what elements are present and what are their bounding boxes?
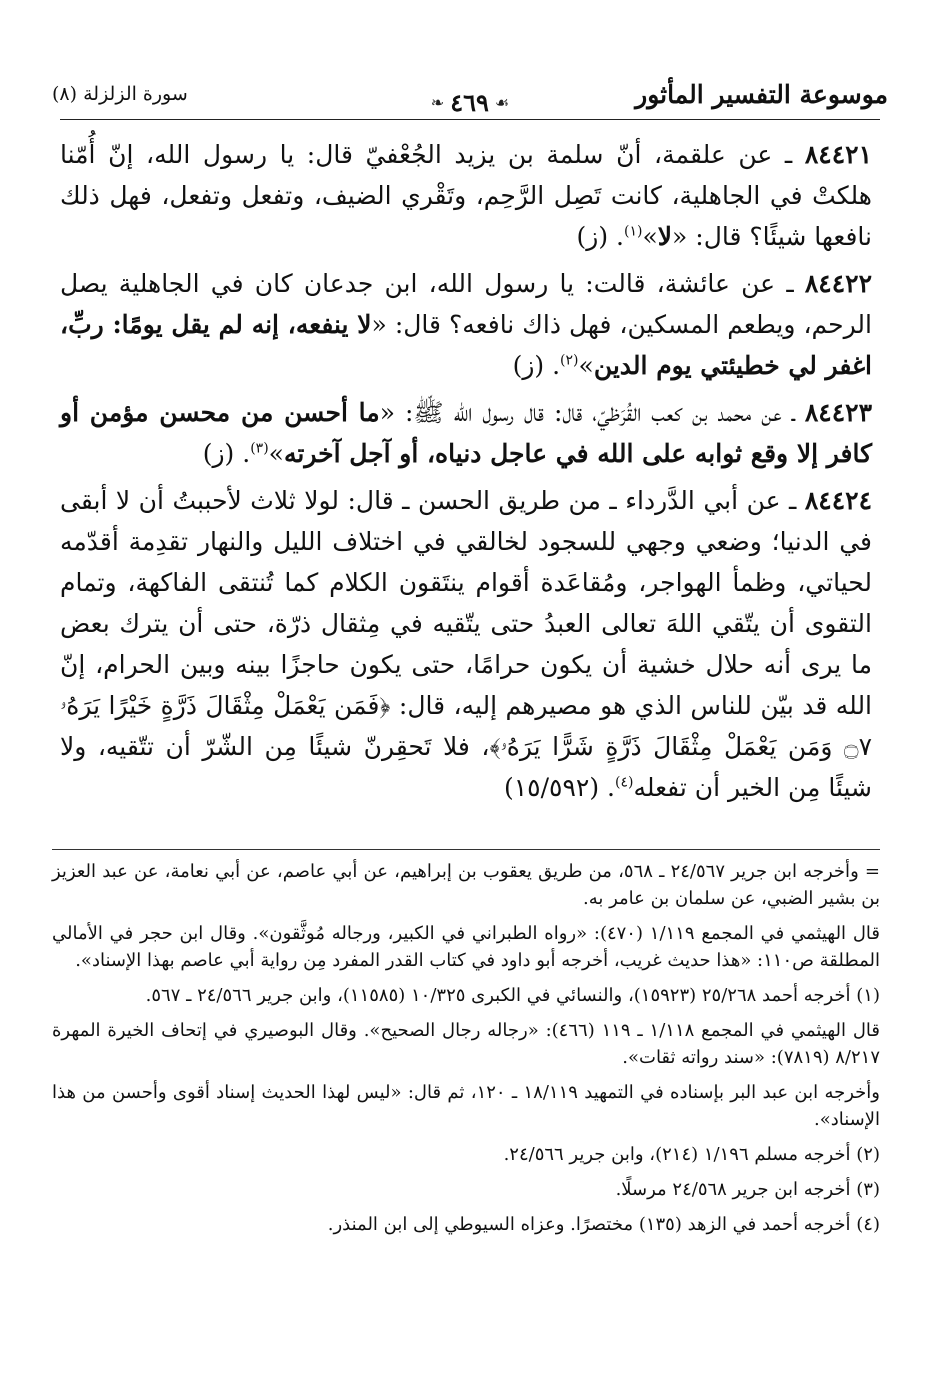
entry-tail: . (ز)	[202, 439, 251, 468]
main-text	[60, 134, 872, 814]
footnote-item: وأخرجه ابن عبد البر بإسناده في التمهيد ١٨/١١٩ ـ ١٢٠، ثم قال: «ليس لهذا الحديث إسناد أقوى وأحسن من هذا الإسناد».	[52, 1082, 880, 1130]
hadith-text: لا ينفعه، إنه لم يقل يومًا: ربِّ، اغفر لي خطيئتي يوم الدين	[60, 310, 872, 380]
footnote-item: = وأخرجه ابن جرير ٢٤/٥٦٧ ـ ٥٦٨، من طريق يعقوب بن إبراهيم، عن أبي عاصم، عن أبي نعامة، عن عبد العزيز بن بشير الضبي، عن سلمان بن عامر به.	[52, 861, 881, 909]
entry-number: ٨٤٤٢٣	[804, 398, 872, 427]
footnote-item: (٣) أخرجه ابن جرير ٢٤/٥٦٨ مرسلًا.	[615, 1179, 880, 1200]
entry-tail: . (ز)	[576, 222, 625, 251]
entry-84424	[60, 480, 872, 808]
entry-84421	[60, 134, 872, 257]
ornament-right-icon: ☙	[494, 93, 510, 112]
hadith-text: لا	[657, 222, 673, 251]
quote-close: »	[642, 222, 658, 251]
footnote-item: قال الهيثمي في المجمع ١/١١٩ (٤٧٠): «رواه الطبراني في الكبير، ورجاله مُوثَّقون». وقال ابن حجر في الأمالي المطلقة ص١١٠: «هذا حديث غريب، أخرجه أبو داود في كتاب القدر المفرد مِن رواية أبي عاصم بهذا الإسناد».	[52, 923, 881, 971]
quote-close: »	[268, 439, 284, 468]
footnote-item: (٢) أخرجه مسلم ١/١٩٦ (٢١٤)، وابن جرير ٢٤/٥٦٦.	[503, 1144, 880, 1165]
entry-84422	[60, 263, 872, 386]
surah-label: سورة الزلزلة (٨)	[52, 83, 188, 105]
footnote-ref: (٣)	[250, 440, 269, 457]
entry-text-cont: ، فلا تَحقِرنّ شيئًا مِن الشّرّ أن تتّقيه، ولا شيئًا مِن الخير أن تفعله	[60, 732, 872, 802]
footnotes	[52, 858, 880, 1246]
entry-tail: . (١٥/٥٩٢)	[503, 773, 615, 802]
header-rule	[60, 119, 880, 120]
quran-verse: ﴿فَمَن يَعْمَلْ مِثْقَالَ ذَرَّةٍ خَيْرًا يَرَهُۥ ۝٧ وَمَن يَعْمَلْ مِثْقَالَ ذَرَّةٍ شَرًّا يَرَهُۥ﴾	[60, 691, 872, 761]
entry-text: ـ عن محمد بن كعب القُرَظيّ، قال: قال رسول الله ﷺ: «	[379, 398, 805, 427]
footnote-item: (١) أخرجه أحمد ٢٥/٢٦٨ (١٥٩٢٣)، والنسائي في الكبرى ١٠/٣٢٥ (١١٥٨٥)، وابن جرير ٢٤/٥٦٦ ـ ٥٦٧.	[145, 985, 880, 1006]
footnote-item: (٤) أخرجه أحمد في الزهد (١٣٥) مختصرًا. وعزاه السيوطي إلى ابن المنذر.	[327, 1214, 880, 1235]
page-header	[52, 70, 888, 118]
page-number: ٤٦٩	[450, 88, 489, 117]
footnote-ref: (١)	[624, 223, 643, 240]
entry-84423	[60, 392, 872, 474]
footnote-ref: (٤)	[614, 774, 634, 791]
page-number-block	[431, 88, 509, 117]
footnote-item: قال الهيثمي في المجمع ١/١١٨ ـ ١١٩ (٤٦٦): «رجاله رجال الصحيح». وقال البوصيري في إتحاف الخيرة المهرة ٨/٢١٧ (٧٨١٩): «سند رواته ثقات».	[52, 1020, 881, 1068]
hadith-text: ما أحسن من محسن مؤمن أو كافر إلا وقع ثوابه على الله في عاجل دنياه، أو آجل آخرته	[60, 398, 872, 468]
footnote-rule	[52, 849, 880, 850]
ornament-left-icon: ❧	[430, 93, 445, 112]
entry-tail: . (ز)	[512, 351, 561, 380]
entry-number: ٨٤٤٢٤	[804, 486, 872, 515]
entry-number: ٨٤٤٢٢	[804, 269, 872, 298]
quote-close: »	[578, 351, 594, 380]
entry-text: ـ عن عائشة، قالت: يا رسول الله، ابن جدعان كان في الجاهلية يصل الرحم، ويطعم المسكين، فهل ذاك نافعه؟ قال: «	[60, 269, 872, 339]
entry-text: ـ عن علقمة، أنّ سلمة بن يزيد الجُعْفيّ قال: يا رسول الله، إنّ أُمّنا هلكتْ في الجاهلية، كانت تَصِل الرَّحِم، وتَقْري الضيف، وتفعل وتفعل، فهل ذلك نافعها شيئًا؟ قال: «	[60, 140, 872, 251]
footnote-ref: (٢)	[560, 352, 579, 369]
entry-text: ـ عن أبي الدَّرداء ـ من طريق الحسن ـ قال: لولا ثلاث لأحببتُ أن لا أبقى في الدنيا؛ وضعي وجهي للسجود لخالقي في اختلاف الليل والنهار تقدِمة أقدّمه لحياتي، وظمأ الهواجر، ومُقاعَدة أقوام ينتَقون الكلام كما تُنتقى الفاكهة، وتمام التقوى أن يتّقي اللهَ تعالى العبدُ حتى يتّقيه في مِثقال ذرّة، حتى أن يترك بعض ما يرى أنه حلال خشية أن يكون حرامًا، حتى يكون حاجزًا بينه وبين الحرام، إنّ الله قد بيّن للناس الذي هو مصيرهم إليه، قال:	[60, 486, 873, 720]
entry-number: ٨٤٤٢١	[804, 140, 873, 169]
book-title: موسوعة التفسير المأثور	[635, 79, 888, 109]
